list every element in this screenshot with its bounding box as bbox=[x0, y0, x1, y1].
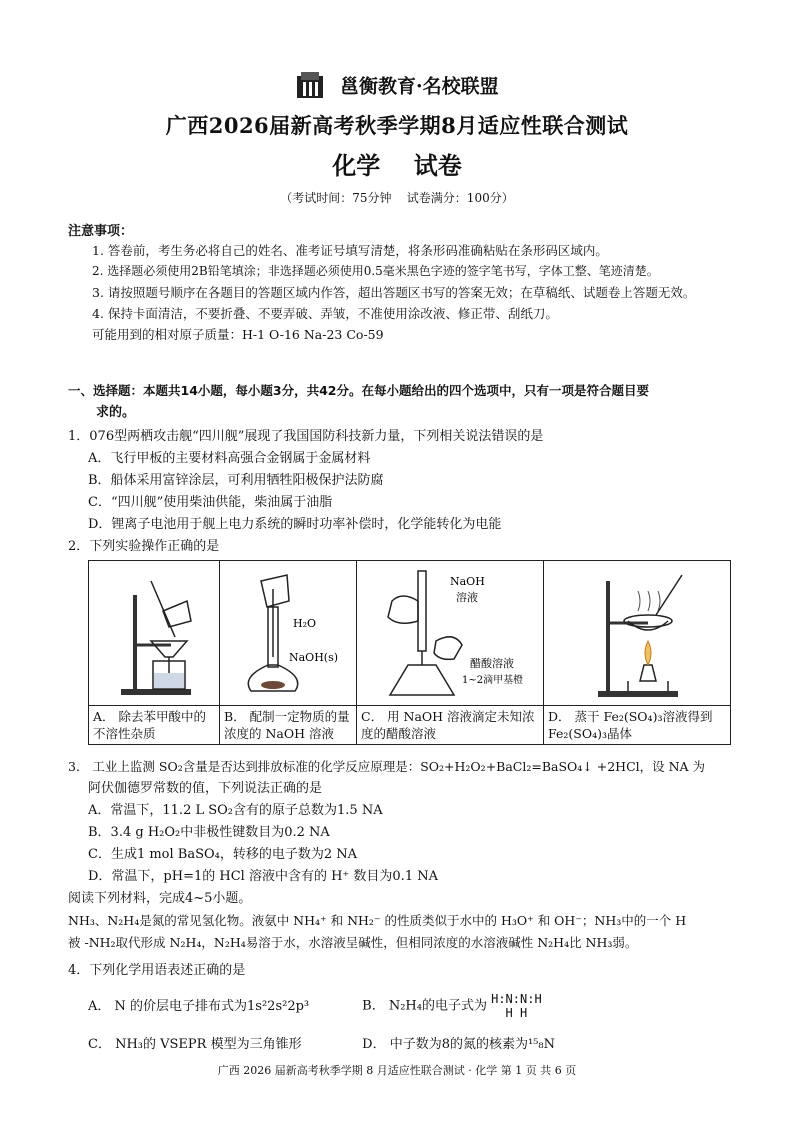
nuclide-symbol: ¹⁵₈N bbox=[527, 1037, 555, 1052]
option-d: D． 蒸干 Fe₂(SO₄)₃溶液得到 Fe₂(SO₄)₃晶体 bbox=[544, 706, 731, 745]
label-naoh-solid: NaOH(s) bbox=[289, 651, 339, 664]
exam-meta: （考试时间：75分钟 试卷满分：100分） bbox=[280, 191, 514, 205]
option-row bbox=[68, 1034, 748, 1056]
figure-titration bbox=[357, 561, 544, 706]
option-a: A．飞行甲板的主要材料高强合金钢属于金属材料 bbox=[88, 451, 371, 466]
section-line: 求的。 bbox=[96, 405, 136, 420]
option-b: B． N₂H₄的电子式为 bbox=[362, 998, 487, 1014]
option-c: C． 用 NaOH 溶液滴定未知浓度的醋酸溶液 bbox=[357, 706, 544, 745]
option-b: B． 配制一定物质的量浓度的 NaOH 溶液 bbox=[220, 706, 357, 745]
question-stem: 3． 工业上监测 SO₂含量是否达到排放标准的化学反应原理是：SO₂+H₂O₂+BaCl₂=BaSO₄↓ +2HCl，设 NA 为 bbox=[68, 759, 706, 774]
label-acetic-acid: 醋酸溶液 bbox=[470, 657, 514, 670]
brand-name: 邕衡教育·名校联盟 bbox=[340, 75, 499, 98]
option-d: D． 中子数为8的氮的核素为 bbox=[362, 1037, 528, 1052]
option-c: C．生成1 mol BaSO₄，转移的电子数为2 NA bbox=[88, 847, 358, 862]
question-1 bbox=[68, 426, 748, 536]
section-heading bbox=[68, 380, 736, 424]
question-stem: 1．076型两栖攻击舰“四川舰”展现了我国国防科技新力量，下列相关说法错误的是 bbox=[68, 429, 544, 444]
electron-formula-h: H H bbox=[505, 1006, 528, 1020]
figure-evaporation bbox=[544, 561, 731, 706]
evaporation-apparatus-icon bbox=[552, 561, 722, 701]
note-item: 4. 保持卡面清洁，不要折叠、不要弄破、弄皱，不准使用涂改液、修正带、刮纸刀。 bbox=[92, 306, 558, 321]
question-stem: 4．下列化学用语表述正确的是 bbox=[68, 963, 246, 978]
exam-title: 广西2026届新高考秋季学期8月适应性联合测试 bbox=[165, 113, 629, 138]
label-naoh: NaOH bbox=[450, 575, 485, 588]
reading-intro: 阅读下列材料，完成4~5小题。 bbox=[68, 891, 252, 906]
option-d: D．锂离子电池用于舰上电力系统的瞬时功率补偿时，化学能转化为电能 bbox=[88, 517, 502, 532]
option-a: A． 除去苯甲酸中的不溶性杂质 bbox=[89, 706, 220, 745]
option-c: C．“四川舰”使用柴油供能，柴油属于油脂 bbox=[88, 495, 333, 510]
note-item: 1. 答卷前，考生务必将自己的姓名、准考证号填写清楚，将条形码准确粘贴在条形码区域内。 bbox=[92, 243, 608, 258]
option-row bbox=[68, 982, 748, 1034]
note-item: 3. 请按照题号顺序在各题目的答题区域内作答，超出答题区书写的答案无效；在草稿纸、试题卷上答题无效。 bbox=[92, 285, 696, 300]
brand-logo-icon bbox=[295, 70, 325, 105]
figure-filtration bbox=[89, 561, 220, 706]
electron-formula-main: H:N:N:H bbox=[491, 992, 542, 1006]
reading-line: NH₃、N₂H₄是氮的常见氢化物。液氨中 NH₄⁺ 和 NH₂⁻ 的性质类似于水中的 H₃O⁺ 和 OH⁻；NH₃中的一个 H bbox=[68, 913, 687, 928]
page-footer: 广西 2026 届新高考秋季学期 8 月适应性联合测试 · 化学 第 1 页 共 6 页 bbox=[217, 1064, 577, 1077]
exam-subject: 化学 试卷 bbox=[332, 151, 462, 180]
note-item: 2. 选择题必须使用2B铅笔填涂；非选择题必须使用0.5毫米黑色字迹的签字笔书写，字体工整、笔迹清楚。 bbox=[92, 264, 659, 278]
option-a: A．常温下，11.2 L SO₂含有的原子总数为1.5 NA bbox=[88, 803, 383, 818]
electron-formula bbox=[491, 992, 542, 1020]
label-h2o: H₂O bbox=[293, 617, 317, 630]
note-item: 可能用到的相对原子质量：H-1 O-16 Na-23 Co-59 bbox=[92, 327, 384, 342]
notes-heading: 注意事项： bbox=[68, 224, 134, 239]
volumetric-flask-icon bbox=[221, 561, 355, 701]
label-solution: 溶液 bbox=[456, 591, 478, 604]
option-b: B．3.4 g H₂O₂中非极性键数目为0.2 NA bbox=[88, 825, 330, 840]
filtration-apparatus-icon bbox=[91, 561, 217, 701]
reading-line: 被 -NH₂取代形成 N₂H₄，N₂H₄易溶于水，水溶液呈碱性，但相同浓度的水溶液碱性 N₂H₄比 NH₃弱。 bbox=[68, 935, 638, 950]
question-2-stem: 2．下列实验操作正确的是 bbox=[68, 539, 220, 554]
option-a: A． N 的价层电子排布式为1s²2s²2p³ bbox=[88, 998, 310, 1014]
notes-list bbox=[68, 240, 736, 345]
question-3 bbox=[68, 756, 748, 888]
figure-volumetric-flask bbox=[220, 561, 357, 706]
brand-header bbox=[0, 70, 794, 105]
reading-material bbox=[68, 888, 748, 954]
titration-apparatus-icon bbox=[358, 561, 542, 701]
option-b: B．船体采用富锌涂层，可利用牺牲阳极保护法防腐 bbox=[88, 473, 384, 488]
question-4 bbox=[68, 960, 748, 1056]
option-d: D．常温下，pH=1的 HCl 溶液中含有的 H⁺ 数目为0.1 NA bbox=[88, 869, 438, 884]
question-stem-cont: 阿伏伽德罗常数的值，下列说法正确的是 bbox=[88, 781, 323, 796]
option-c: C． NH₃的 VSEPR 模型为三角锥形 bbox=[88, 1037, 302, 1052]
label-indicator: 1~2滴甲基橙 bbox=[462, 675, 524, 686]
section-line: 一、选择题：本题共14小题，每小题3分，共42分。在每小题给出的四个选项中，只有一项是符合题目要 bbox=[68, 383, 649, 398]
experiment-table bbox=[88, 560, 731, 745]
